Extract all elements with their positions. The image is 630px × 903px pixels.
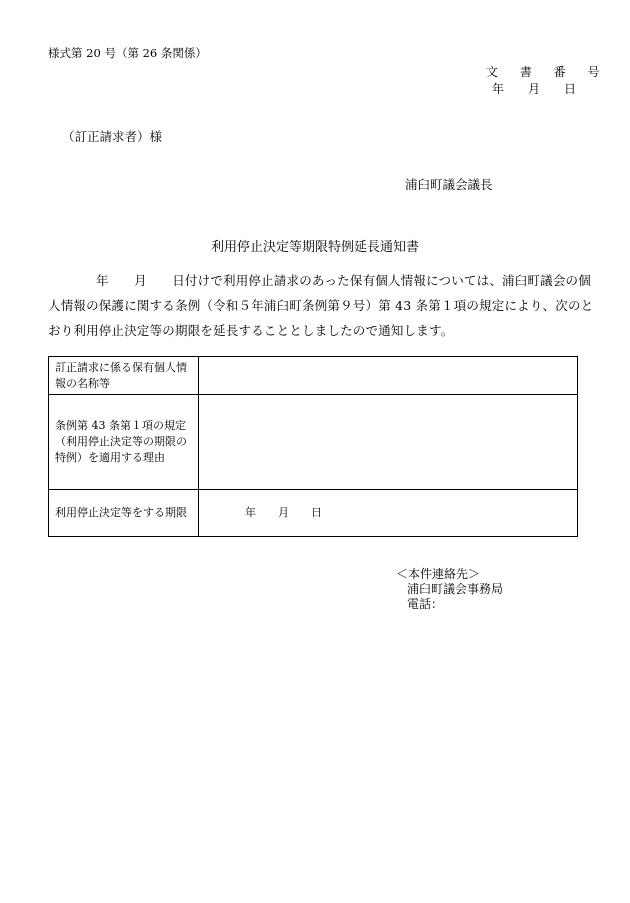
body-text: 年 月 日付けで利用停止請求のあった保有個人情報については、浦臼町議会の個人情報の保護に関する条例（令和５年浦臼町条例第９号）第 43 条第１項の規定により、次のとおり利用停止決定等の期限を延長することとしましたので通知します。	[48, 273, 594, 338]
info-name-label: 訂正請求に係る保有個人情報の名称等	[49, 357, 199, 395]
table-row	[49, 357, 578, 395]
table-row	[49, 395, 578, 490]
form-number: 様式第 20 号（第 26 条関係）	[48, 46, 207, 60]
reason-label: 条例第 43 条第１項の規定（利用停止決定等の期限の特例）を適用する理由	[49, 395, 199, 490]
info-table	[48, 356, 578, 537]
info-name-value	[199, 357, 578, 395]
contact-heading: ＜本件連絡先＞	[396, 567, 481, 581]
document-title: 利用停止決定等期限特例延長通知書	[210, 240, 419, 255]
reason-value	[199, 395, 578, 490]
table-row	[49, 490, 578, 537]
sender: 浦臼町議会議長	[405, 177, 493, 192]
contact-block	[396, 567, 503, 612]
document-number-label: 文 書 番 号	[486, 65, 609, 79]
addressee: （訂正請求者）様	[62, 129, 163, 144]
deadline-label: 利用停止決定等をする期限	[49, 490, 199, 537]
contact-phone: 電話：	[407, 597, 444, 611]
contact-office: 浦臼町議会事務局	[407, 582, 504, 596]
document-date-label: 年 月 日	[492, 82, 577, 96]
deadline-value: 年 月 日	[199, 490, 578, 537]
